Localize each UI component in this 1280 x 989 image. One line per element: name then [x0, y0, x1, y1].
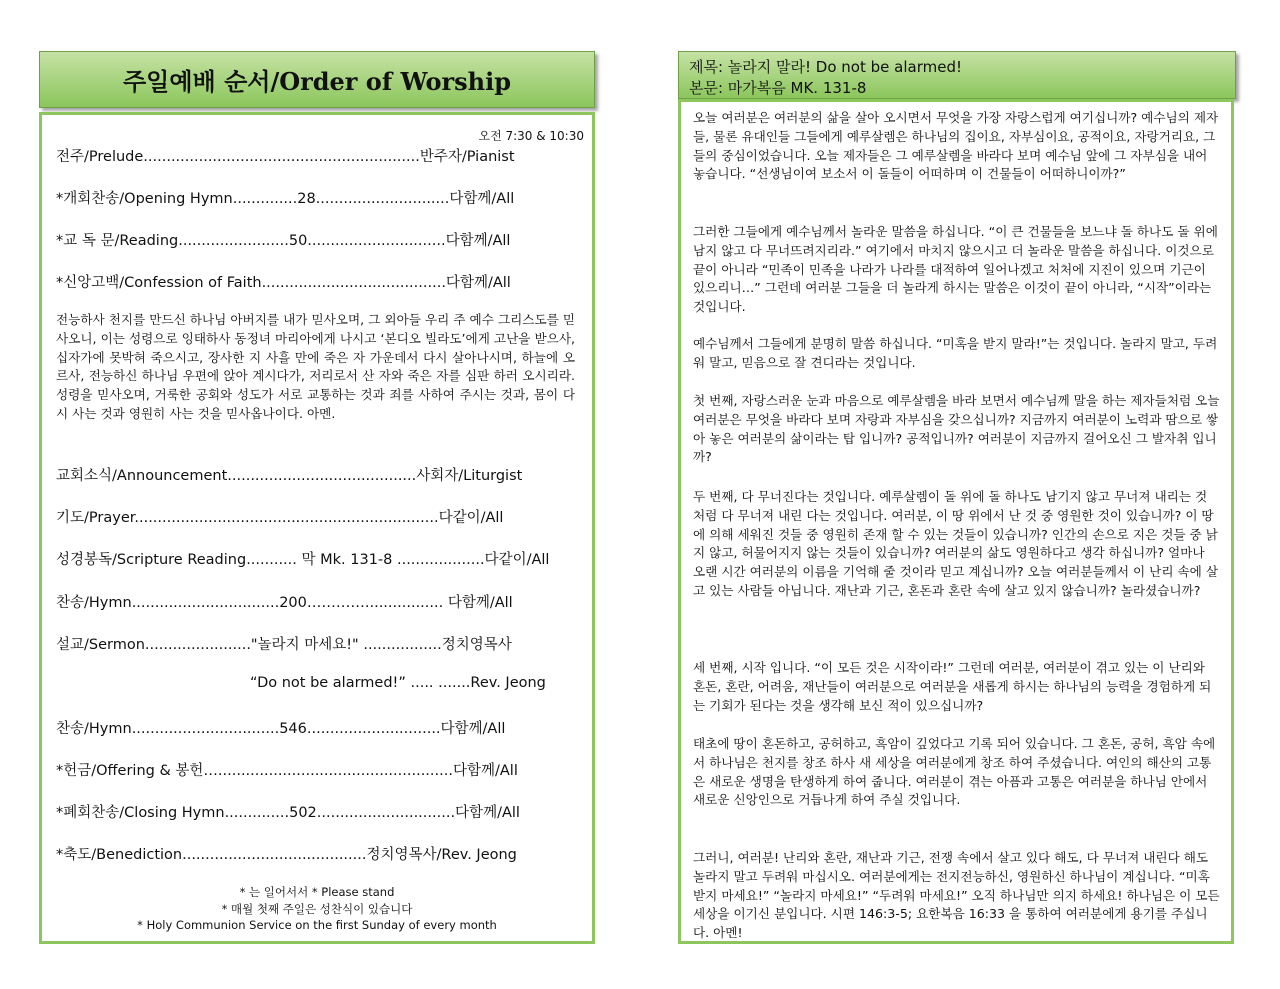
opening-hymn-item: *개회찬송/Opening Hymn..............28.............................다함께/All: [56, 191, 515, 207]
prayer-item: 기도/Prayer..................................................................다같이/All: [56, 510, 504, 526]
scripture-item: 성경봉독/Scripture Reading........... 막 Mk. 131-8 ...................다같이/All: [56, 552, 550, 568]
sermon-item: 설교/Sermon......................."놀라지 마세요!" .................정치영목사: [56, 637, 512, 653]
sermon-title: 제목: 놀라지 말라! Do not be alarmed!: [689, 58, 962, 76]
order-of-worship-box: [39, 112, 595, 944]
closing-hymn-item: *폐회찬송/Closing Hymn..............502..............................다함께/All: [56, 805, 520, 821]
sermon-paragraph: 그러한 그들에게 예수님께서 놀라운 말씀을 하십니다. “이 큰 건물들을 보느냐 돌 하나도 돌 위에 남지 않고 다 무너뜨려지리라.” 여기에서 마치지 않으시고 더 놀라운 말씀을 하십니다. 이것으로 끝이 아니라 “민족이 민족을 나라가 나라를 대적하여 일어나겠고 처처에 지진이 있으며 기근이 있으리니…” 그런데 여러분 그들을 더 놀라게 하시는 말씀은 이것이 끝이 아니라, “시작”이라는 것입니다.: [693, 224, 1218, 315]
sermon-scripture: 본문: 마가복음 MK. 131-8: [689, 79, 867, 97]
benediction-item: *축도/Benediction........................................정치영목사/Rev. Jeong: [56, 847, 517, 863]
order-of-worship-header: [39, 51, 595, 108]
offering-item: *헌금/Offering & 봉헌…...................................................다함께/All: [56, 763, 518, 779]
announcement-item: 교회소식/Announcement.........................................사회자/Liturgist: [56, 468, 523, 484]
stand-note: * 는 일어서서 * Please stand: [239, 885, 395, 899]
sermon-paragraph: 태초에 땅이 혼돈하고, 공허하고, 흑암이 깊었다고 기록 되어 있습니다. 그 혼돈, 공허, 흑암 속에서 하나님은 천지를 창조 하사 새 세상을 여러분에게 창조 하여 주셨습니다. 여인의 해산의 고통은 새로운 생명을 탄생하게 하여 줍니다. 여러분이 겪는 아픔과 고통은 여러분을 하나님 안에서 새로운 신앙인으로 거듭나게 하여 주실 것입니다.: [693, 736, 1216, 808]
sermon-paragraph: 두 번째, 다 무너진다는 것입니다. 예루살렘이 돌 위에 돌 하나도 남기지 않고 무너져 내리는 것 처럼 다 무너져 내린 다는 것입니다. 여러분, 이 땅 위에서 난 것 중 영원한 것이 있습니까? 이 땅에 의해 세워진 것들 중 영원히 존재 할 수 있는 것들이 있습니까? 인간의 손으로 지은 것들 중 낡지 않고, 허물어지지 않는 것들이 있습니까? 여러분의 삶도 영원하다고 생각 하십니까? 얼마나 오랜 시간 여러분의 이름을 기억해 줄 것이라 믿고 계십니까? 오늘 여러분들께서 이 난리 속에 살고 있는 사람들 아닙니다. 재난과 기근, 혼돈과 혼란 속에 살고 있지 않습니까? 놀라셨습니까?: [693, 489, 1219, 598]
service-times: 오전 7:30 & 10:30: [478, 129, 584, 143]
sermon-paragraph: 오늘 여러분은 여러분의 삶을 살아 오시면서 무엇을 가장 자랑스럽게 여기십니까? 예수님의 제자들, 물론 유대인들 그들에게 예루살렘은 하나님의 집이요, 자부심이요, 공적이요, 자랑거리요, 그들의 중심이었습니다. 오늘 제자들은 그 예루살렘을 바라다 보며 예수님 앞에 그 자부심을 내어 놓습니다. “선생님이여 보소서 이 돌들이 어떠하며 이 건물들이 어떠하니이까?”: [693, 110, 1219, 182]
sermon-paragraph: 그러니, 여러분! 난리와 혼란, 재난과 기근, 전쟁 속에서 살고 있다 해도, 다 무너져 내린다 해도 놀라지 말고 두려워 마십시오. 여러분에게는 전지전능하신, 영원하신 하나님이 계십니다. “미혹받지 마세요!” “놀라지 마세요!” “두려워 마세요!” 오직 하나님만 의지 하세요! 하나님은 이 모든 세상을 이기신 분입니다. 시편 146:3-5; 요한복음 16:33 을 통하여 여러분에게 용기를 주십니다. 아멘!: [693, 850, 1220, 941]
prelude-item: 전주/Prelude............................................................반주자/Pianist: [56, 149, 515, 165]
hymn-item-200: 찬송/Hymn................................200…………................. 다함께/All: [56, 595, 513, 611]
communion-note-english: * Holy Communion Service on the first Sunday of every month: [137, 918, 497, 932]
sermon-header: [678, 51, 1236, 99]
confession-item: *신앙고백/Confession of Faith........................................다함께/All: [56, 275, 511, 291]
reading-item: *교 독 문/Reading........................50..............................다함께/All: [56, 233, 511, 249]
sermon-paragraph: 예수님께서 그들에게 분명히 말씀 하십니다. “미혹을 받지 말라!”는 것입니다. 놀라지 말고, 두려워 말고, 믿음으로 잘 견디라는 것입니다.: [693, 336, 1218, 370]
sermon-body-box: [678, 99, 1234, 944]
sermon-paragraph: 세 번째, 시작 입니다. “이 모든 것은 시작이라!” 그런데 여러분, 여러분이 겪고 있는 이 난리와 혼돈, 혼란, 어려움, 재난들이 여러분으로 여러분을 새롭게 하시는 하나님의 능력을 경험하게 되는 기회가 된다는 것을 생각해 보신 적이 있으십니까?: [693, 660, 1212, 713]
page-title: 주일예배 순서/Order of Worship: [122, 67, 512, 96]
sermon-english-title: “Do not be alarmed!” ..... .......Rev. Jeong: [250, 675, 546, 691]
communion-note-korean: * 매월 첫째 주일은 성찬식이 있습니다: [221, 902, 413, 916]
sermon-paragraph: 첫 번째, 자랑스러운 눈과 마음으로 예루살렘을 바라 보면서 예수님께 말을 하는 제자들처럼 오늘 여러분은 무엇을 바라다 보며 자랑과 자부심을 갖으십니까? 지금까지 여러분이 노력과 땀으로 쌓아 놓은 여러분의 삶이라는 탑 입니까? 공적입니까? 여러분이 지금까지 걸어오신 그 발자취 입니까?: [693, 393, 1220, 465]
apostles-creed: 전능하사 천지를 만드신 하나님 아버지를 내가 믿사오며, 그 외아들 우리 주 예수 그리스도를 믿사오니, 이는 성령으로 잉태하사 동정녀 마리아에게 나시고 ‘본디오 빌라도’에게 고난을 받으사, 십자가에 못박혀 죽으시고, 장사한 지 사흘 만에 죽은 자 가운데서 다시 살아나시며, 하늘에 오르사, 전능하신 하나님 우편에 앉아 계시다가, 저리로서 산 자와 죽은 자를 심판 하러 오시리라. 성령을 믿사오며, 거룩한 공회와 성도가 서로 교통하는 것과 죄를 사하여 주시는 것과, 몸이 다시 사는 것과 영원히 사는 것을 믿사옵나이다. 아멘.: [56, 312, 575, 421]
hymn-item-546: 찬송/Hymn................................546.............................다함께/All: [56, 721, 506, 737]
